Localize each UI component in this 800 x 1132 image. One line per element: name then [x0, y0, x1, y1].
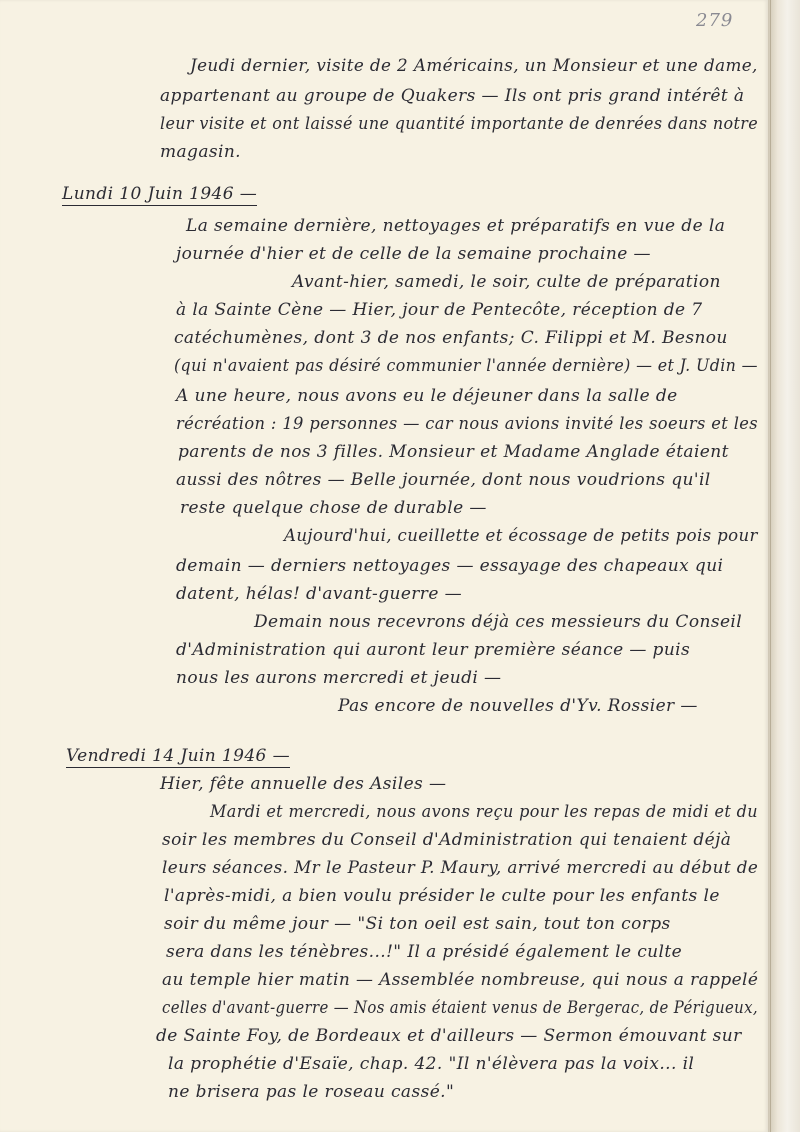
- text-line: Avant-hier, samedi, le soir, culte de préparation: [292, 272, 721, 292]
- text-line: leurs séances. Mr le Pasteur P. Maury, arrivé mercredi au début de: [162, 858, 759, 878]
- text-line: aussi des nôtres — Belle journée, dont nous voudrions qu'il: [176, 470, 711, 490]
- text-line: celles d'avant-guerre — Nos amis étaient venus de Bergerac, de Périgueux,: [162, 998, 758, 1018]
- text-line: magasin.: [160, 142, 241, 162]
- text-line: de Sainte Foy, de Bordeaux et d'ailleurs — Sermon émouvant sur: [156, 1026, 742, 1046]
- text-line: l'après-midi, a bien voulu présider le culte pour les enfants le: [164, 886, 720, 906]
- text-line: Pas encore de nouvelles d'Yv. Rossier —: [338, 696, 698, 716]
- text-line: La semaine dernière, nettoyages et préparatifs en vue de la: [186, 216, 726, 236]
- text-line: demain — derniers nettoyages — essayage des chapeaux qui: [176, 556, 724, 576]
- text-line: soir les membres du Conseil d'Administration qui tenaient déjà: [162, 830, 732, 850]
- text-line: appartenant au groupe de Quakers — Ils ont pris grand intérêt à: [160, 86, 745, 106]
- text-line: à la Sainte Cène — Hier, jour de Pentecôte, réception de 7: [176, 300, 703, 320]
- text-line: d'Administration qui auront leur première séance — puis: [176, 640, 691, 660]
- text-line: au temple hier matin — Assemblée nombreuse, qui nous a rappelé: [162, 970, 759, 990]
- text-line: sera dans les ténèbres...!" Il a présidé également le culte: [166, 942, 683, 962]
- entry-heading: Vendredi 14 Juin 1946 —: [66, 746, 290, 766]
- page-number: 279: [696, 10, 734, 31]
- text-line: Demain nous recevrons déjà ces messieurs du Conseil: [254, 612, 743, 632]
- text-line: leur visite et ont laissé une quantité importante de denrées dans notre: [160, 114, 759, 134]
- text-line: Mardi et mercredi, nous avons reçu pour les repas de midi et du: [210, 802, 758, 822]
- text-line: ne brisera pas le roseau cassé.": [168, 1082, 455, 1102]
- entry-heading: Lundi 10 Juin 1946 —: [62, 184, 258, 204]
- text-line: récréation : 19 personnes — car nous avions invité les soeurs et les: [176, 414, 759, 434]
- text-line: Hier, fête annuelle des Asiles —: [160, 774, 447, 794]
- text-line: reste quelque chose de durable —: [180, 498, 487, 518]
- text-line: nous les aurons mercredi et jeudi —: [176, 668, 502, 688]
- text-line: soir du même jour — "Si ton oeil est sain, tout ton corps: [164, 914, 671, 934]
- text-line: A une heure, nous avons eu le déjeuner dans la salle de: [176, 386, 678, 406]
- text-line: (qui n'avaient pas désiré communier l'année dernière) — et J. Udin —: [174, 356, 758, 376]
- notebook-binding: [768, 0, 800, 1132]
- text-line: journée d'hier et de celle de la semaine prochaine —: [176, 244, 651, 264]
- text-line: catéchumènes, dont 3 de nos enfants; C. Filippi et M. Besnou: [174, 328, 728, 348]
- text-line: parents de nos 3 filles. Monsieur et Madame Anglade étaient: [178, 442, 729, 462]
- text-line: Jeudi dernier, visite de 2 Américains, un Monsieur et une dame,: [190, 56, 758, 76]
- text-line: Aujourd'hui, cueillette et écossage de petits pois pour: [284, 526, 758, 546]
- text-line: la prophétie d'Esaïe, chap. 42. "Il n'élèvera pas la voix... il: [168, 1054, 695, 1074]
- text-line: datent, hélas! d'avant-guerre —: [176, 584, 463, 604]
